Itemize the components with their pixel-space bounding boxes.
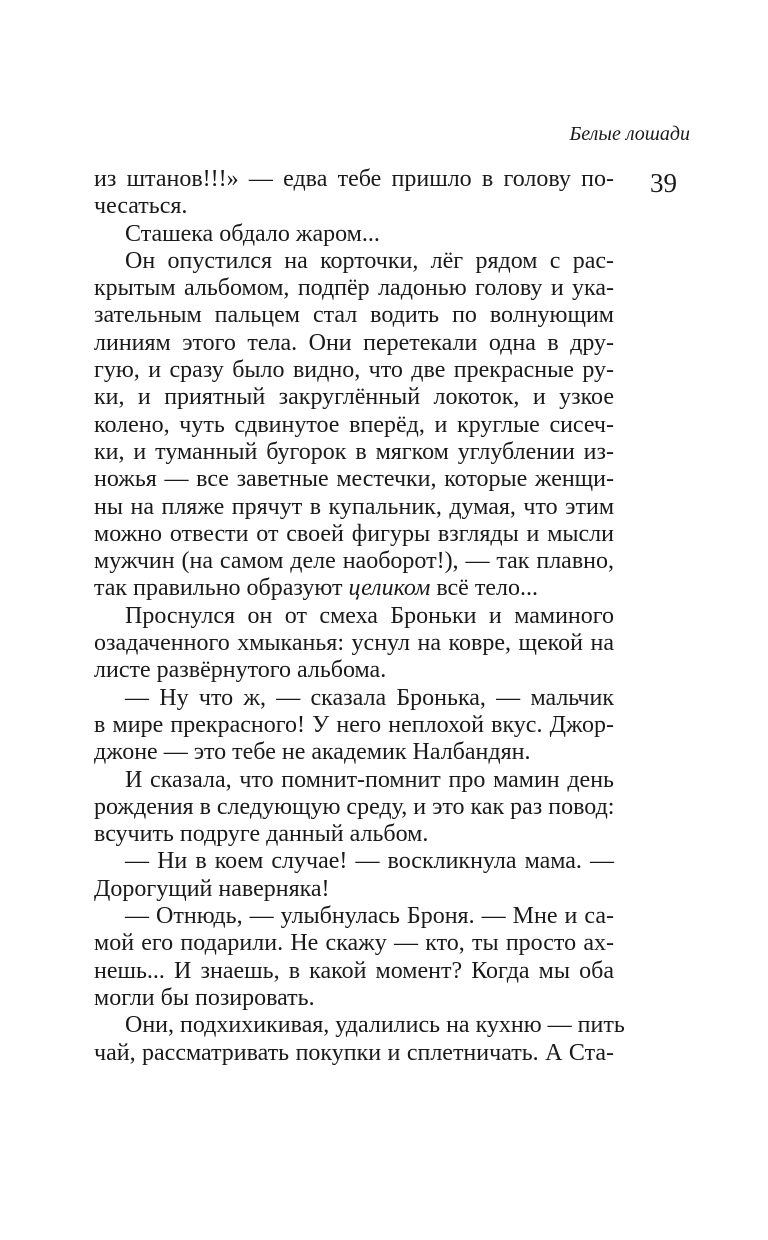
text-line: рождения в следующую среду, и это как раз повод: (94, 793, 615, 820)
text-line: чесаться. (94, 193, 188, 220)
text-line: крытым альбомом, подпёр ладонью голову и ука- (94, 275, 614, 302)
paragraph-first-line: Он опустился на корточки, лёг рядом с рас- (125, 247, 614, 274)
text-line: могли бы позировать. (94, 984, 315, 1011)
paragraph-first-line: Проснулся он от смеха Броньки и маминого (125, 602, 614, 629)
text-line: из штанов!!!» — едва тебе пришло в голову по- (94, 166, 614, 192)
text-line: листе развёрнутого альбома. (94, 657, 387, 684)
text-line: джоне — это тебе не академик Налбандян. (94, 739, 531, 766)
text-line: чай, рассматривать покупки и сплетничать. А Ста- (94, 1039, 614, 1066)
text-line: озадаченного хмыканья: уснул на ковре, щекой на (94, 630, 614, 657)
paragraph-first-line: Сташека обдало жаром... (125, 220, 380, 247)
paragraph-first-line: — Ну что ж, — сказала Бронька, — мальчик (125, 684, 614, 711)
text-line: гую, и сразу было видно, что две прекрасные ру- (94, 357, 614, 384)
text-line: всучить подруге данный альбом. (94, 821, 429, 848)
text-segment: всё тело... (430, 575, 538, 602)
text-line: Дорогущий наверняка! (94, 875, 330, 902)
text-segment: так правильно образуют (94, 575, 349, 602)
paragraph-first-line: — Отнюдь, — улыбнулась Броня. — Мне и са- (125, 903, 614, 930)
text-line: мой его подарили. Не скажу — кто, ты просто ах- (94, 930, 614, 957)
text-line: ножья — все заветные местечки, которые женщи- (94, 466, 614, 493)
text-line: линиям этого тела. Они перетекали одна в дру- (94, 329, 614, 356)
emphasized-word: целиком (348, 575, 431, 602)
paragraph-first-line: Они, подхихикивая, удалились на кухню — пить (125, 1012, 625, 1039)
text-line: колено, чуть сдвинутое вперёд, и круглые сисеч- (94, 411, 614, 438)
running-head-title: Белые лошади (569, 123, 690, 145)
text-line: можно отвести от своей фигуры взгляды и мысли (94, 520, 614, 547)
text-line: мужчин (на самом деле наоборот!), — так плавно, (94, 548, 614, 575)
text-line: ны на пляже прячут в купальник, думая, что этим (94, 493, 614, 520)
paragraph-first-line: И сказала, что помнит-помнит про мамин день (125, 766, 614, 793)
page-number: 39 (650, 168, 677, 198)
text-line: ки, и туманный бугорок в мягком углублении из- (94, 438, 614, 465)
text-line: зательным пальцем стал водить по волнующим (94, 302, 614, 329)
body-text (94, 166, 625, 1067)
text-line-with-emphasis (94, 575, 614, 602)
text-line: ки, и приятный закруглённый локоток, и узкое (94, 384, 614, 411)
text-line: нешь... И знаешь, в какой момент? Когда мы оба (94, 957, 614, 984)
paragraph-first-line: — Ни в коем случае! — воскликнула мама. — (125, 848, 614, 875)
text-line: в мире прекрасного! У него неплохой вкус. Джор- (94, 711, 614, 738)
